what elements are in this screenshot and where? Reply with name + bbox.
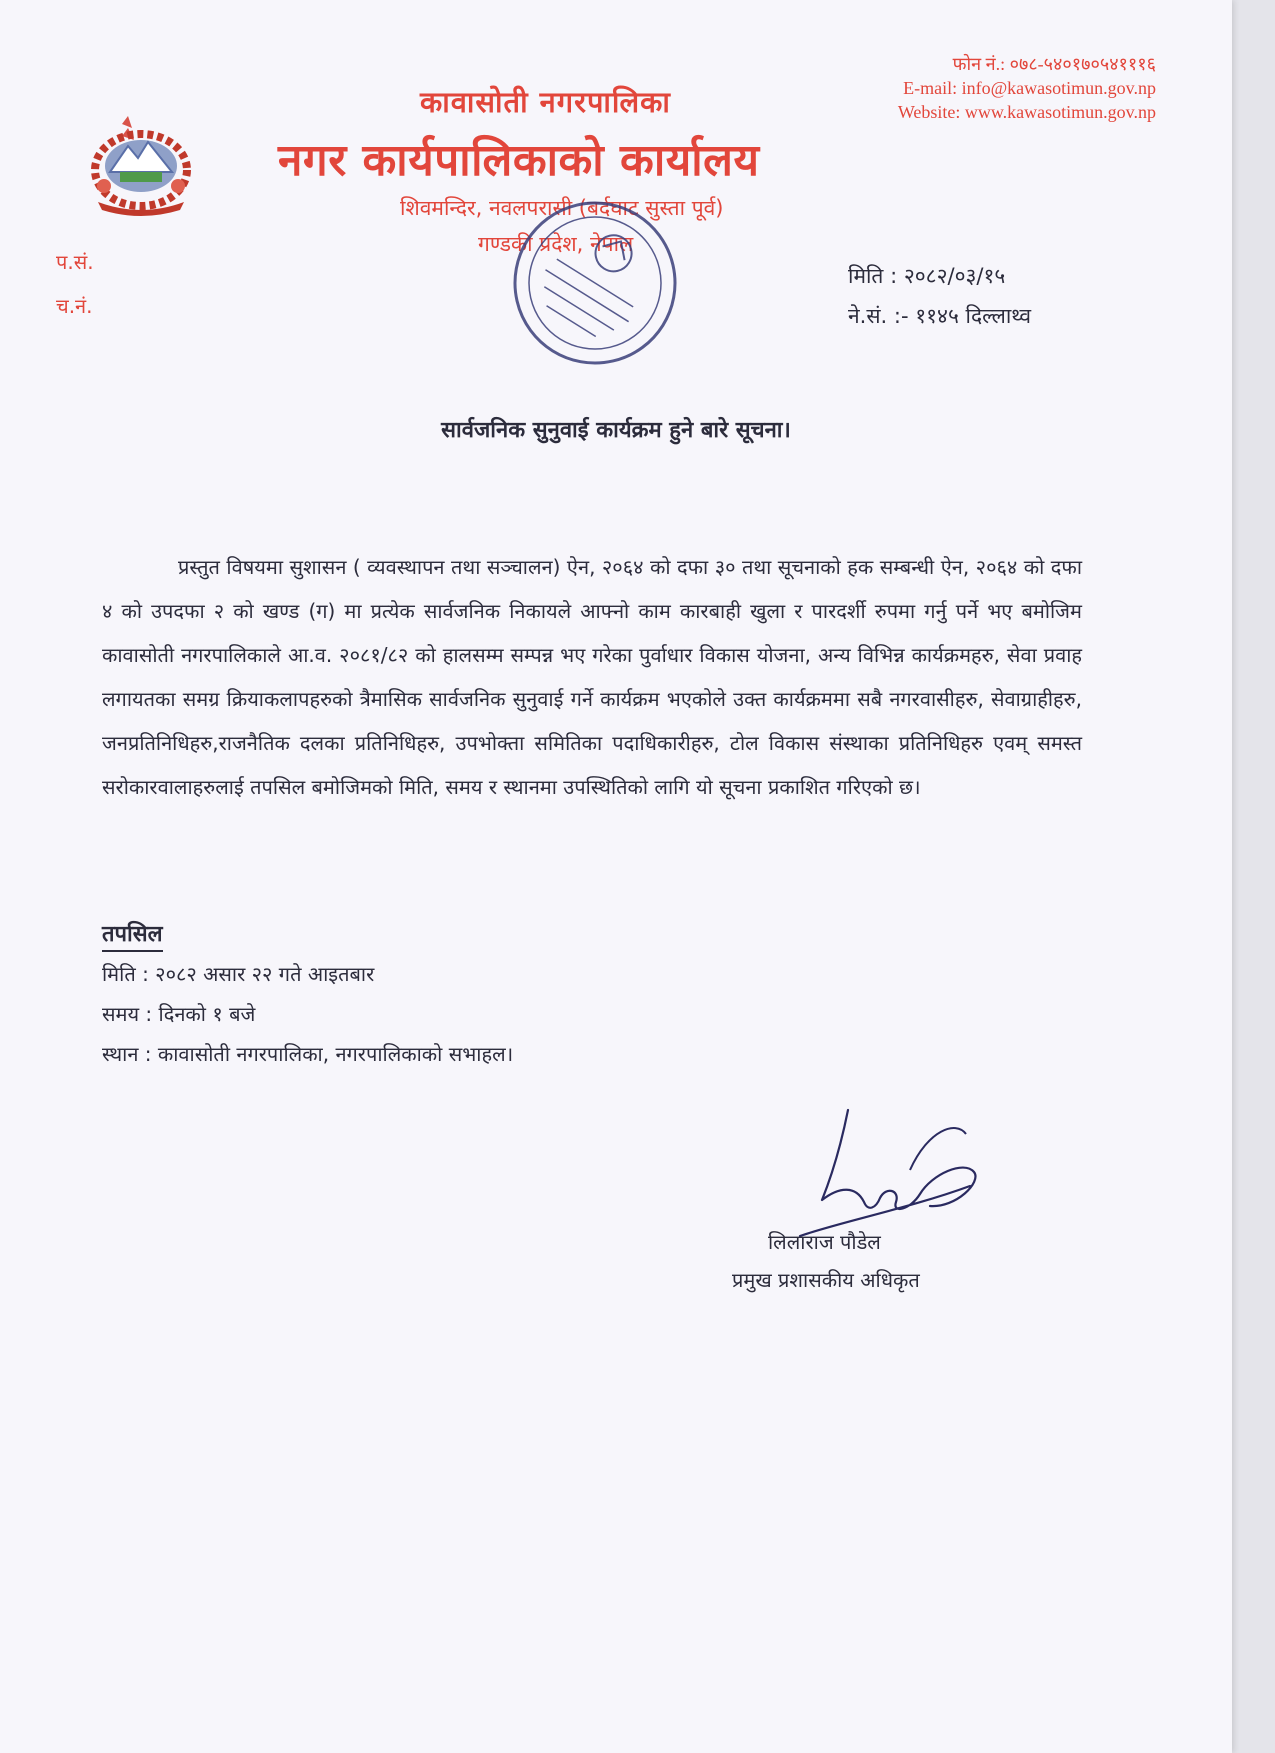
details-heading: तपसिल xyxy=(102,918,163,952)
phone-number: फोन नं.: ०७८-५४०१७०५४१११६ xyxy=(952,54,1156,74)
address-line-1: शिवमन्दिर, नवलपरासी (बर्दघाट सुस्ता पूर्व) xyxy=(400,196,724,220)
handwritten-signature xyxy=(760,1090,1000,1250)
signatory-designation: प्रमुख प्रशासकीय अधिकृत xyxy=(732,1268,920,1292)
contact-block xyxy=(898,52,1156,124)
municipality-name: कावासोती नगरपालिका xyxy=(420,85,671,119)
event-date: मिति : २०८२ असार २२ गते आइतबार xyxy=(102,962,375,986)
website-address: Website: www.kawasotimun.gov.np xyxy=(897,102,1156,122)
email-address: E-mail: info@kawasotimun.gov.np xyxy=(903,78,1156,98)
date-nepal-sambat: ने.सं. :- ११४५ दिल्लाथ्व xyxy=(848,304,1032,328)
event-venue: स्थान : कावासोती नगरपालिका, नगरपालिकाको सभाहल। xyxy=(102,1042,514,1066)
address-line-2: गण्डकी प्रदेश, नेपाल xyxy=(478,232,634,256)
event-time: समय : दिनको १ बजे xyxy=(102,1002,256,1026)
date-bs: मिति : २०८२/०३/१५ xyxy=(848,264,1006,288)
notice-body: प्रस्तुत विषयमा सुशासन ( व्यवस्थापन तथा सञ्चालन) ऐन, २०६४ को दफा ३० तथा सूचनाको हक सम्बन्धी ऐन, २०६४ को दफा ४ को उपदफा २ को खण्ड (ग) मा प्रत्येक सार्वजनिक निकायले आफ्नो काम कारबाही खुला र पारदर्शी रुपमा गर्नु पर्ने भए बमोजिम कावासोती नगरपालिकाले आ.व. २०८१/८२ को हालसम्म सम्पन्न भए गरेका पुर्वाधार विकास योजना, अन्य विभिन्न कार्यक्रमहरु, सेवा प्रवाह लगायतका समग्र क्रियाकलापहरुको त्रैमासिक सार्वजनिक सुनुवाई गर्ने कार्यक्रम भएकोले उक्त कार्यक्रममा सबै नगरवासीहरु, सेवाग्राहीहरु, जनप्रतिनिधिहरु,राजनैतिक दलका प्रतिनिधिहरु, उपभोक्ता समितिका पदाधिकारीहरु, टोल विकास संस्थाका प्रतिनिधिहरु एवम् समस्त सरोकारवालाहरुलाई तपसिल बमोजिमको मिति, समय र स्थानमा उपस्थितिको लागि यो सूचना प्रकाशित गरिएको छ। xyxy=(102,555,1082,799)
office-name: नगर कार्यपालिकाको कार्यालय xyxy=(278,135,760,186)
letter-number-label: प.सं. xyxy=(56,250,94,274)
notice-subject: सार्वजनिक सुनुवाई कार्यक्रम हुने बारे सूचना। xyxy=(441,418,791,443)
nepal-emblem-icon xyxy=(76,110,206,220)
signatory-name: लिलाराज पौडेल xyxy=(768,1230,881,1254)
dispatch-number-label: च.नं. xyxy=(56,294,93,318)
office-seal-stamp xyxy=(500,188,690,378)
